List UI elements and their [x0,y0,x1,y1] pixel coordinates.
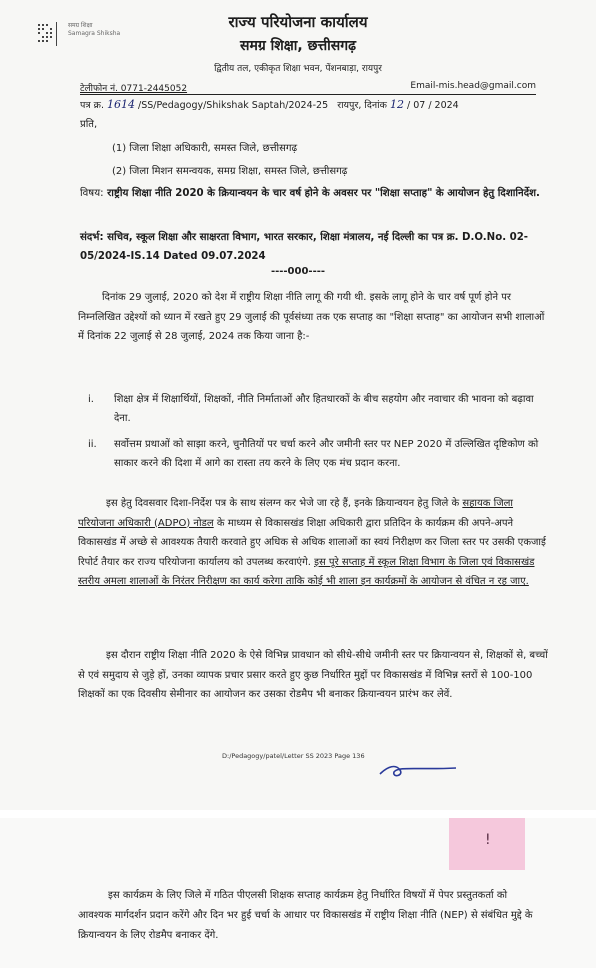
signature-scribble [378,756,458,782]
date-month-year: / 07 / 2024 [406,100,459,111]
reference-text: सचिव, स्कूल शिक्षा और साक्षरता विभाग, भारत सरकार, शिक्षा मंत्रालय, नई दिल्ली का पत्र क्र. D.O.No. 02-05/2024-IS.14 Dated 09.07.2024 [80,232,529,262]
objective-text: सर्वोत्तम प्रथाओं को साझा करने, चुनौतियों पर चर्चा करने और जमीनी स्तर पर NEP 2020 में उल्लिखित दृष्टिकोण को साकार करने की दिशा में आगे का रास्ता तय करने के लिए एक मंच प्रदान करना. [114,439,539,469]
separator: ----000---- [270,266,326,277]
email-address: Email-mis.head@gmail.com [410,81,536,91]
letter-code: /SS/Pedagogy/Shikshak Saptah/2024-25 [138,100,329,111]
inspection-underlined: इस पूरे सप्ताह में स्कूल शिक्षा विभाग के जिला एवं विकासखंड स्तरीय अमला शालाओं के निरंतर निरीक्षण का कार्य करेगा ताकि कोई भी शाला इन कार्यक्रमों के आयोजन से वंचित न रह जाए. [78,556,535,587]
office-subtitle: समग्र शिक्षा, छत्तीसगढ़ [240,38,356,54]
contact-row [80,80,536,95]
recipient-2: (2) जिला मिशन समन्वयक, समग्र शिक्षा, समस्त जिले, छत्तीसगढ़ [112,166,348,177]
logo-text-english: Samagra Shiksha [68,30,121,37]
office-title: राज्य परियोजना कार्यालय [228,13,368,31]
reference-label: संदर्भ: [80,232,104,243]
page-gap [0,810,596,818]
paragraph-4: इस कार्यक्रम के लिए जिले में गठित पीएलसी शिक्षक सप्ताह कार्यक्रम हेतु निर्धारित विषयों में पेपर प्रस्तुतकर्ता को आवश्यक मार्गदर्शन प्रदान करेंगे और दिन भर हुई चर्चा के आधार पर विकासखंड में राष्ट्रीय शिक्षा नीति (NEP) से संबंधित मुद्दे के क्रियान्वयन के लिए रोडमैप बनाकर देंगे. [78,890,533,941]
reference-line [80,228,545,266]
objective-number: i. [88,394,94,405]
handwritten-letter-number: 1614 [107,98,136,111]
subject-line [80,184,545,203]
paragraph-2 [78,494,548,592]
sticky-note [449,818,525,870]
objective-text: शिक्षा क्षेत्र में शिक्षार्थियों, शिक्षकों, नीति निर्माताओं और हितधारकों के बीच सहयोग और नवाचार की भावना को बढ़ावा देना. [114,394,534,424]
place-date-label: रायपुर, दिनांक [337,100,387,111]
addressee-label: प्रति, [80,119,98,130]
file-path-footer: D:/Pedagogy/patel/Letter SS 2023 Page 136 [222,752,365,760]
paragraph-2-part-1: इस हेतु दिवसवार दिशा-निर्देश पत्र के साथ संलग्न कर भेजे जा रहे हैं, इनके क्रियान्वयन हेतु जिले के [106,498,463,509]
office-address: द्वितीय तल, एकीकृत शिक्षा भवन, पेंशनबाड़ा, रायपुर [214,64,382,74]
paragraph-3: इस दौरान राष्ट्रीय शिक्षा नीति 2020 के ऐसे विभिन्न प्रावधान को सीधे-सीधे जमीनी स्तर पर क्रियान्वयन से, शिक्षकों से, बच्चों से एवं समुदाय से जुड़े हों, उनका व्यापक प्रचार प्रसार करते हुए कुछ निर्धारित मुद्दों पर विकासखंड में विभिन्न स्तरों से 100-100 शिक्षकों का एक दिवसीय सेमीनार का आयोजन कर उसका रोडमैप भी बनाकर क्रियान्वयन प्रारंभ कर लेवें. [78,650,548,700]
recipient-1: (1) जिला शिक्षा अधिकारी, समस्त जिले, छत्तीसगढ़ [112,143,298,154]
handwritten-date: 12 [389,98,404,111]
telephone-number: टेलीफोन नं. 0771-2445052 [80,84,188,94]
objective-number: ii. [88,439,97,450]
letter-number-label: पत्र क्र. [80,100,104,111]
paragraph-1: दिनांक 29 जुलाई, 2020 को देश में राष्ट्रीय शिक्षा नीति लागू की गयी थी. इसके लागू होने के चार वर्ष पूर्ण होने पर निम्नलिखित उद्देश्यों को ध्यान में रखते हुए 29 जुलाई की पूर्वसंध्या तक एक सप्ताह का "शिक्षा सप्ताह" का आयोजन सभी शालाओं में दिनांक 22 जुलाई से 28 जुलाई, 2024 तक किया जाना है:- [78,292,545,342]
subject-text: राष्ट्रीय शिक्षा नीति 2020 के क्रियान्वयन के चार वर्ष होने के अवसर पर "शिक्षा सप्ताह" के आयोजन हेतु दिशानिर्देश. [107,188,540,199]
subject-label: विषय: [80,188,104,199]
logo-text-hindi: समग्र शिक्षा [68,22,93,29]
sticky-note-mark: ! [485,832,491,848]
adpo-nodal-underlined: सहायक जिला परियोजना अधिकारी (ADPO) नोडल [78,498,514,529]
paragraph-2-part-2: के माध्यम से विकासखंड शिक्षा अधिकारी द्वारा प्रतिदिन के कार्यक्रम की अपने-अपने विकासखंड में अच्छे से आवश्यक तैयारी करवाते हुए अधिक से अधिक शालाओं का स्वयं निरीक्षण कर जिला स्तर पर उसकी एकजाई रिपोर्ट तैयार कर राज्य परियोजना कार्यालय को उपलब्ध करवाएंगे. [78,517,546,568]
letter-reference-row [80,98,550,111]
